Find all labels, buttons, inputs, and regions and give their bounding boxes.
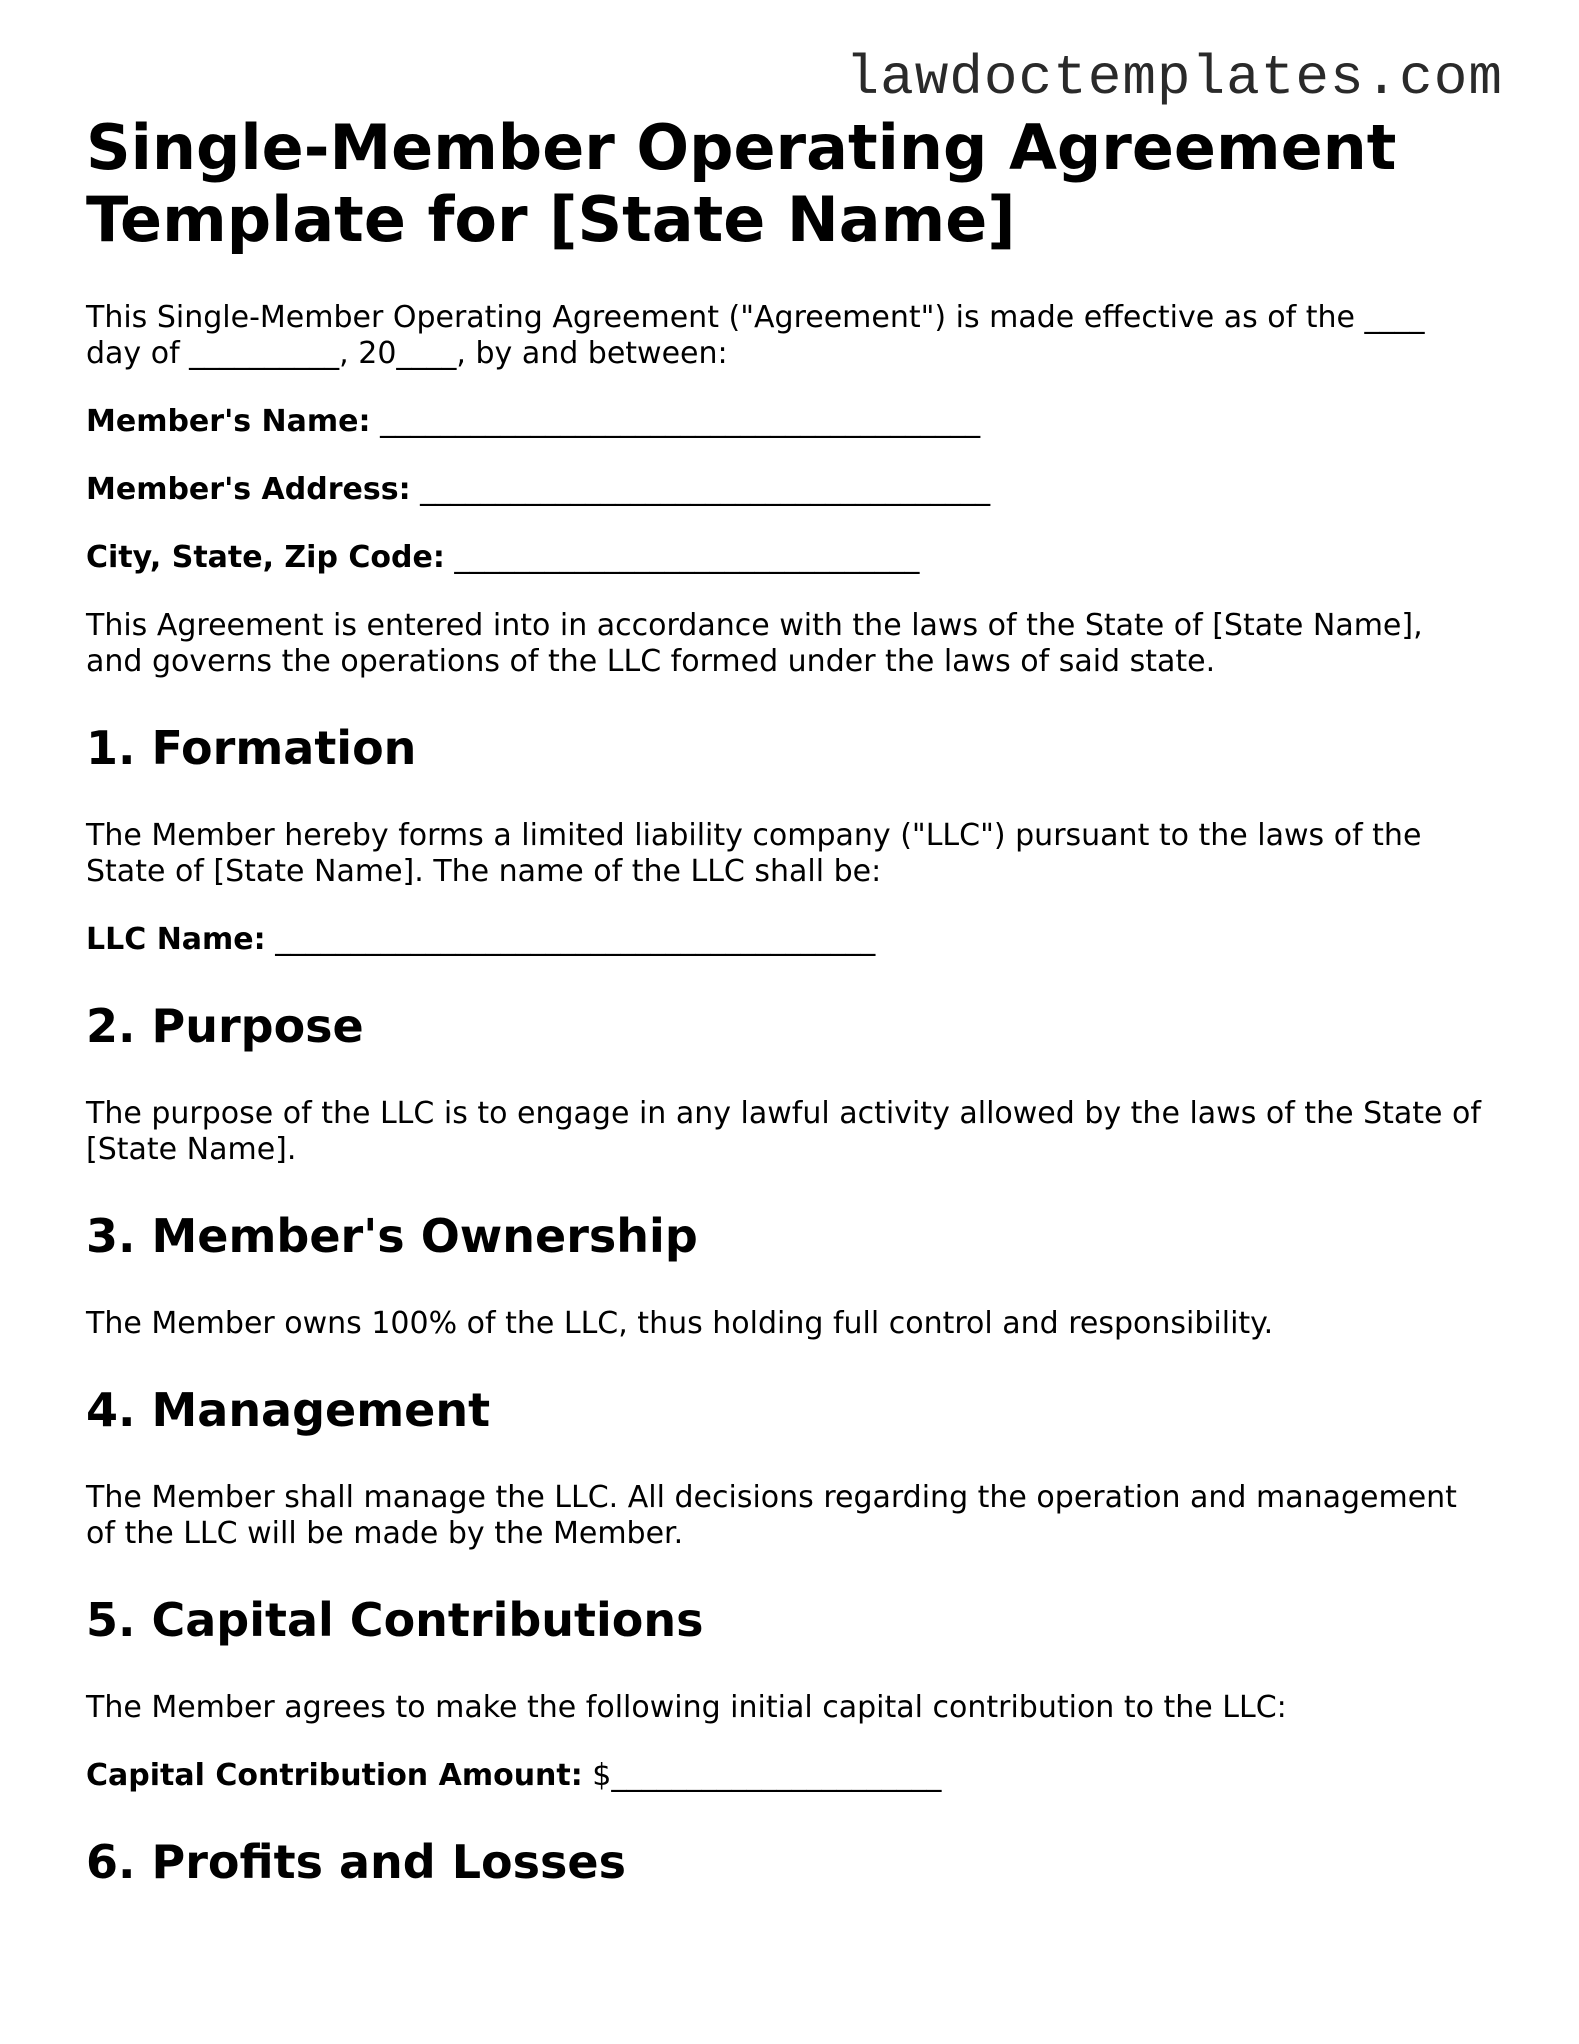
section-heading-management: 4. Management xyxy=(86,1383,491,1437)
section-heading-purpose: 2. Purpose xyxy=(86,999,364,1053)
capital-text: The Member agrees to make the following initial capital contribution to the LLC: xyxy=(86,1690,1287,1725)
management-text: The Member shall manage the LLC. All decisions regarding the operation and management of the LLC will be made by the Member. xyxy=(86,1480,1457,1551)
llc-name-label: LLC Name: xyxy=(86,922,266,957)
ownership-text: The Member owns 100% of the LLC, thus holding full control and responsibility. xyxy=(86,1306,1274,1341)
intro-paragraph: This Single-Member Operating Agreement ("Agreement") is made effective as of the ____ day of __________, 20____, by and between: xyxy=(86,300,1425,371)
member-name-field xyxy=(86,404,1486,440)
city-state-zip-field xyxy=(86,540,1486,576)
section-heading-profits: 6. Profits and Losses xyxy=(86,1835,626,1889)
city-state-zip-label: City, State, Zip Code: xyxy=(86,540,445,575)
member-address-label: Member's Address: xyxy=(86,472,411,507)
capital-amount-label: Capital Contribution Amount: xyxy=(86,1758,583,1793)
formation-text: The Member hereby forms a limited liability company ("LLC") pursuant to the laws of the State of [State Name]. The name of the LLC shall be: xyxy=(86,818,1422,889)
capital-amount-blank: $______________________ xyxy=(592,1758,942,1793)
section-heading-ownership: 3. Member's Ownership xyxy=(86,1209,698,1263)
document-title: Single-Member Operating Agreement Template for [State Name] xyxy=(86,111,1397,256)
member-address-field xyxy=(86,472,1486,508)
purpose-text: The purpose of the LLC is to engage in any lawful activity allowed by the laws of the State of [State Name]. xyxy=(86,1096,1481,1167)
governing-law-paragraph: This Agreement is entered into in accordance with the laws of the State of [State Name], and governs the operations of the LLC formed under the laws of said state. xyxy=(86,608,1423,679)
llc-name-blank: ________________________________________ xyxy=(275,922,876,957)
site-watermark: lawdoctemplates.com xyxy=(845,46,1503,110)
section-heading-capital: 5. Capital Contributions xyxy=(86,1593,704,1647)
llc-name-field xyxy=(86,922,1486,958)
document-body xyxy=(86,112,1486,1932)
capital-amount-field xyxy=(86,1758,1486,1794)
section-heading-formation: 1. Formation xyxy=(86,721,417,775)
member-name-blank: ________________________________________ xyxy=(380,404,981,439)
city-state-zip-blank: _______________________________ xyxy=(454,540,920,575)
member-address-blank: ______________________________________ xyxy=(420,472,991,507)
member-name-label: Member's Name: xyxy=(86,404,371,439)
